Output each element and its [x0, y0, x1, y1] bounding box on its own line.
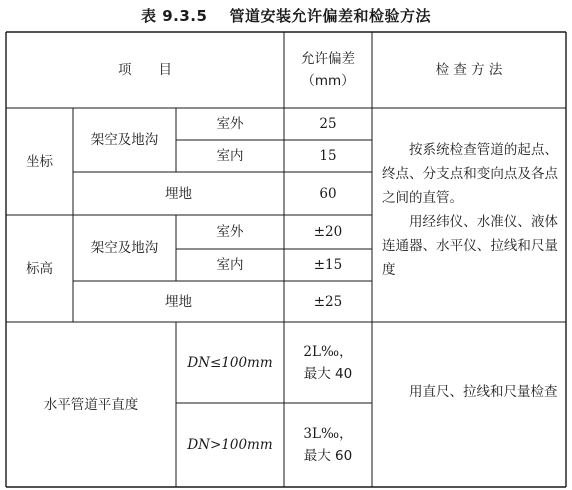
elevation-overhead: 架空及地沟	[90, 240, 159, 256]
method-straightness	[382, 380, 558, 440]
coordinate-outdoor: 室外	[216, 116, 244, 132]
elevation-buried-value: ±25	[313, 293, 343, 310]
table-title: 管道安装允许偏差和检验方法	[229, 7, 431, 25]
straightness-cond-small: DN≤100mm	[187, 354, 273, 371]
elevation-indoor: 室内	[216, 257, 244, 273]
coordinate-label: 坐标	[26, 153, 53, 170]
header-item: 项 目	[118, 62, 172, 78]
straightness-large-value-formula: 3L‰，	[303, 426, 353, 442]
coordinate-indoor-value: 15	[319, 148, 337, 164]
straightness-large-value-max: 最大 60	[303, 448, 353, 464]
straightness-large-value	[284, 403, 372, 487]
elevation-buried: 埋地	[165, 293, 192, 310]
straightness-cond-large: DN>100mm	[187, 437, 273, 453]
table-number: 表 9.3.5	[141, 7, 208, 25]
header-deviation	[284, 32, 372, 108]
elevation-label: 标高	[26, 260, 53, 277]
elevation-outdoor-value: ±20	[313, 224, 343, 240]
header-deviation-label: 允许偏差	[301, 51, 355, 67]
coordinate-indoor: 室内	[216, 148, 244, 164]
method-coordinate-elevation	[382, 138, 558, 310]
header-method: 检 查 方 法	[435, 62, 503, 78]
elevation-indoor-value: ±15	[313, 257, 343, 273]
coordinate-buried-value: 60	[319, 185, 337, 202]
straightness-label: 水平管道平直度	[43, 396, 139, 413]
coordinate-buried: 埋地	[165, 185, 192, 202]
method-straightness-text: 用直尺、拉线和尺量检查	[409, 384, 558, 400]
header-deviation-unit: （mm）	[301, 73, 355, 89]
straightness-small-value-max: 最大 40	[303, 365, 353, 382]
coordinate-outdoor-value: 25	[319, 116, 337, 132]
elevation-outdoor: 室外	[216, 224, 244, 240]
coordinate-overhead: 架空及地沟	[90, 132, 159, 148]
method-paragraph-2: 用经纬仪、水准仪、液体连通器、水平仪、拉线和尺量度	[382, 214, 558, 278]
straightness-small-value-formula: 2L‰，	[303, 343, 353, 360]
method-paragraph-1: 按系统检查管道的起点、终点、分支点和变向点及各点之间的直管。	[382, 142, 558, 206]
straightness-small-value	[284, 322, 372, 403]
